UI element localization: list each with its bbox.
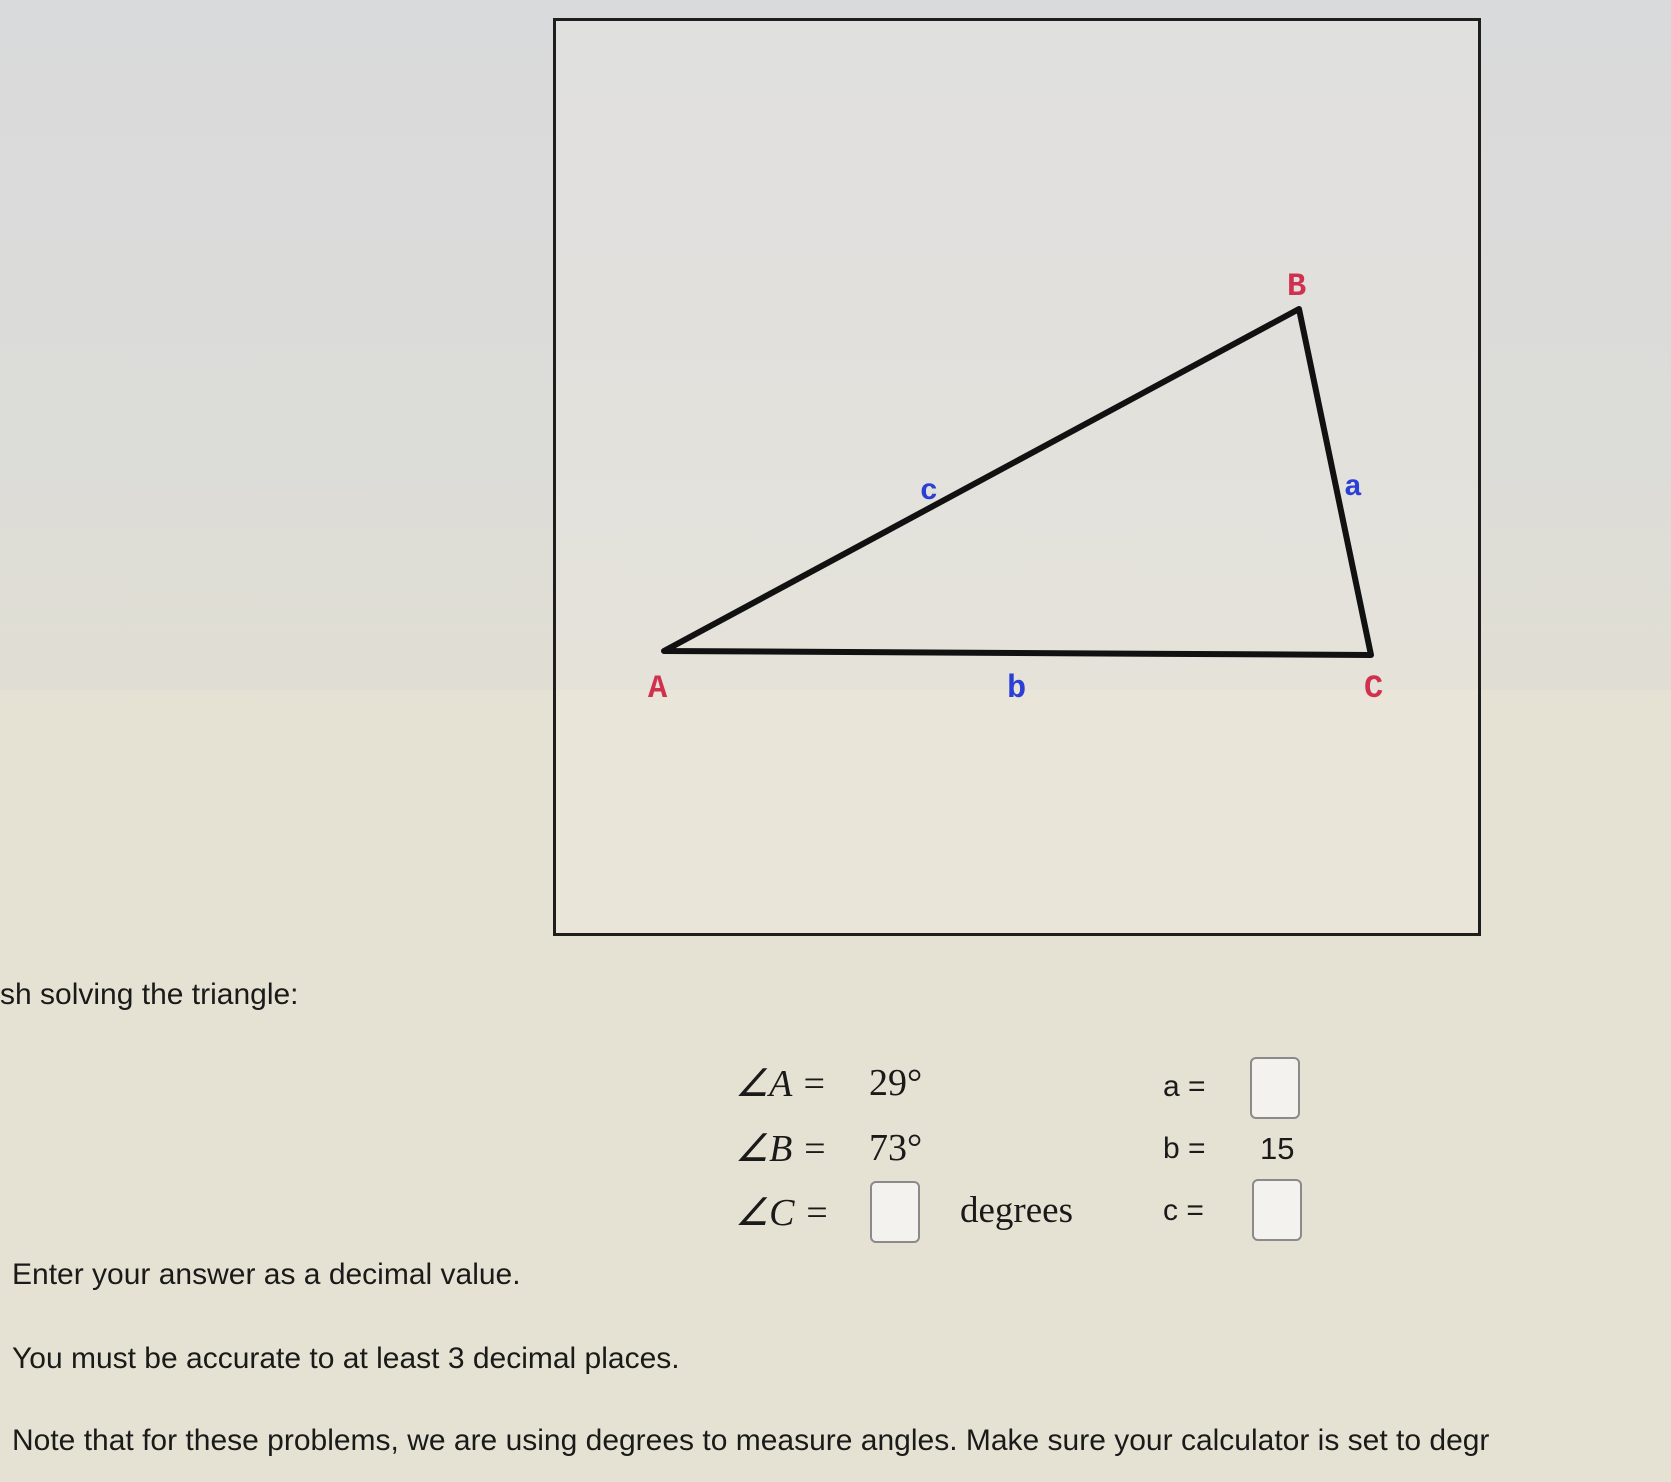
side-a-input[interactable] [1250, 1057, 1300, 1119]
triangle-diagram [556, 21, 1478, 933]
side-b-label: b = [1163, 1132, 1206, 1165]
vertex-label-C: C [1364, 670, 1384, 707]
angle-A-label: ∠A = [735, 1063, 827, 1105]
instruction-note: Note that for these problems, we are using degrees to measure angles. Make sure your calculator is set to degr [12, 1424, 1490, 1457]
side-a-label: a = [1163, 1070, 1206, 1103]
vertex-label-A: A [648, 670, 668, 707]
angle-C-units: degrees [960, 1190, 1073, 1231]
side-c-label: c = [1163, 1194, 1204, 1227]
side-b-value: 15 [1260, 1131, 1295, 1166]
side-label-b: b [1007, 670, 1027, 707]
vertex-label-B: B [1287, 268, 1307, 305]
side-c-input[interactable] [1252, 1179, 1302, 1241]
side-label-a: a [1344, 471, 1363, 505]
instruction-accuracy: You must be accurate to at least 3 decimal places. [12, 1342, 680, 1375]
side-label-c: c [920, 475, 939, 509]
angle-C-input[interactable] [870, 1181, 920, 1243]
triangle-figure [553, 18, 1481, 936]
angle-B-value: 73° [869, 1127, 923, 1169]
angle-C-label: ∠C = [735, 1192, 830, 1234]
angle-B-label: ∠B = [735, 1128, 828, 1170]
angle-A-value: 29° [869, 1062, 923, 1104]
instruction-decimal: Enter your answer as a decimal value. [12, 1258, 521, 1291]
triangle-shape [664, 309, 1371, 655]
intro-text: sh solving the triangle: [0, 978, 299, 1011]
